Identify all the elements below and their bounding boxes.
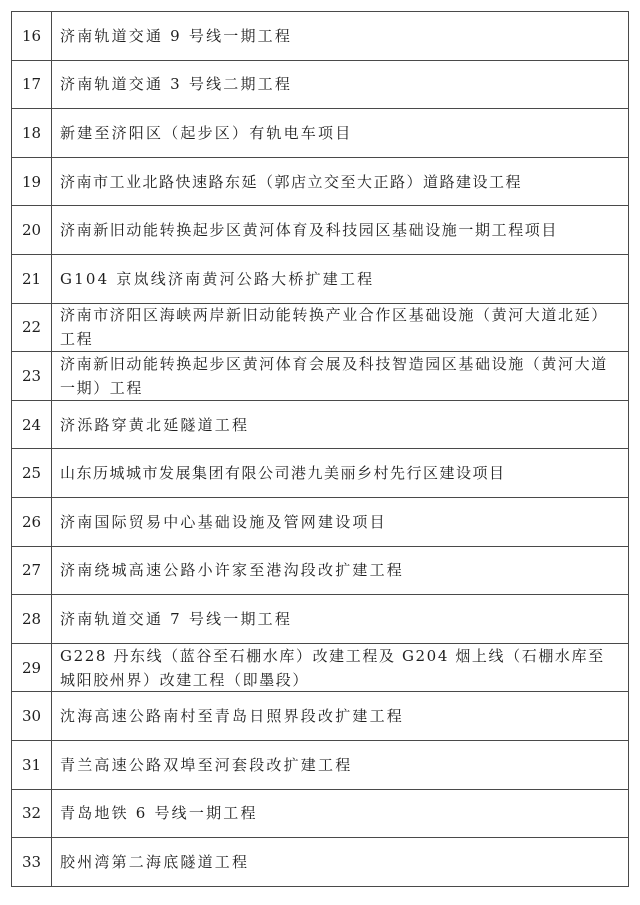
table-row: [12, 643, 628, 692]
project-name: 济泺路穿黄北延隧道工程: [60, 415, 250, 434]
table-row: [12, 546, 628, 595]
table-row: [12, 254, 628, 303]
table-row: [12, 594, 628, 643]
row-number: 29: [12, 644, 52, 692]
table-row: [12, 303, 628, 352]
table-row: [12, 205, 628, 254]
project-name: 济南国际贸易中心基础设施及管网建设项目: [60, 512, 387, 531]
project-name: 济南新旧动能转换起步区黄河体育会展及科技智造园区基础设施（黄河大道一期）工程: [60, 354, 608, 397]
row-number: 23: [12, 352, 52, 400]
project-name: 济南轨道交通 9 号线一期工程: [60, 26, 293, 45]
project-name: 青岛地铁 6 号线一期工程: [60, 804, 258, 823]
project-name: 济南绕城高速公路小许家至港沟段改扩建工程: [60, 561, 405, 580]
row-number: 31: [12, 741, 52, 789]
row-number: 24: [12, 401, 52, 449]
table-row: [12, 497, 628, 546]
project-name: 济南市济阳区海峡两岸新旧动能转换产业合作区基础设施（黄河大道北延）工程: [60, 306, 608, 349]
project-name: 胶州湾第二海底隧道工程: [60, 852, 250, 871]
table-row: [12, 60, 628, 109]
table-row: [12, 448, 628, 497]
table-row: [12, 11, 628, 60]
row-number: 32: [12, 790, 52, 838]
project-table: [11, 11, 629, 887]
project-name: 山东历城城市发展集团有限公司港九美丽乡村先行区建设项目: [60, 464, 506, 483]
row-number: 33: [12, 838, 52, 886]
project-name: 济南市工业北路快速路东延（郭店立交至大正路）道路建设工程: [60, 172, 523, 191]
project-name: 青兰高速公路双埠至河套段改扩建工程: [60, 755, 353, 774]
project-name: 沈海高速公路南村至青岛日照界段改扩建工程: [60, 707, 405, 726]
row-number: 17: [12, 61, 52, 109]
row-number: 30: [12, 692, 52, 740]
project-name: G228 丹东线（蓝谷至石棚水库）改建工程及 G204 烟上线（石棚水库至城阳胶州界）改建工程（即墨段）: [60, 646, 605, 689]
row-number: 20: [12, 206, 52, 254]
table-row: [12, 740, 628, 789]
table-row: [12, 351, 628, 400]
row-number: 26: [12, 498, 52, 546]
row-number: 28: [12, 595, 52, 643]
project-name: G104 京岚线济南黄河公路大桥扩建工程: [60, 269, 375, 288]
project-name: 济南新旧动能转换起步区黄河体育及科技园区基础设施一期工程项目: [60, 221, 559, 240]
table-row: [12, 691, 628, 740]
row-number: 22: [12, 304, 52, 352]
table-row: [12, 837, 628, 886]
project-name: 济南轨道交通 3 号线二期工程: [60, 75, 293, 94]
project-name: 新建至济阳区（起步区）有轨电车项目: [60, 123, 353, 142]
project-name: 济南轨道交通 7 号线一期工程: [60, 609, 293, 628]
row-number: 27: [12, 547, 52, 595]
row-number: 18: [12, 109, 52, 157]
table-row: [12, 108, 628, 157]
table-row: [12, 789, 628, 838]
row-number: 25: [12, 449, 52, 497]
table-row: [12, 157, 628, 206]
row-number: 19: [12, 158, 52, 206]
row-number: 16: [12, 12, 52, 60]
row-number: 21: [12, 255, 52, 303]
table-row: [12, 400, 628, 449]
